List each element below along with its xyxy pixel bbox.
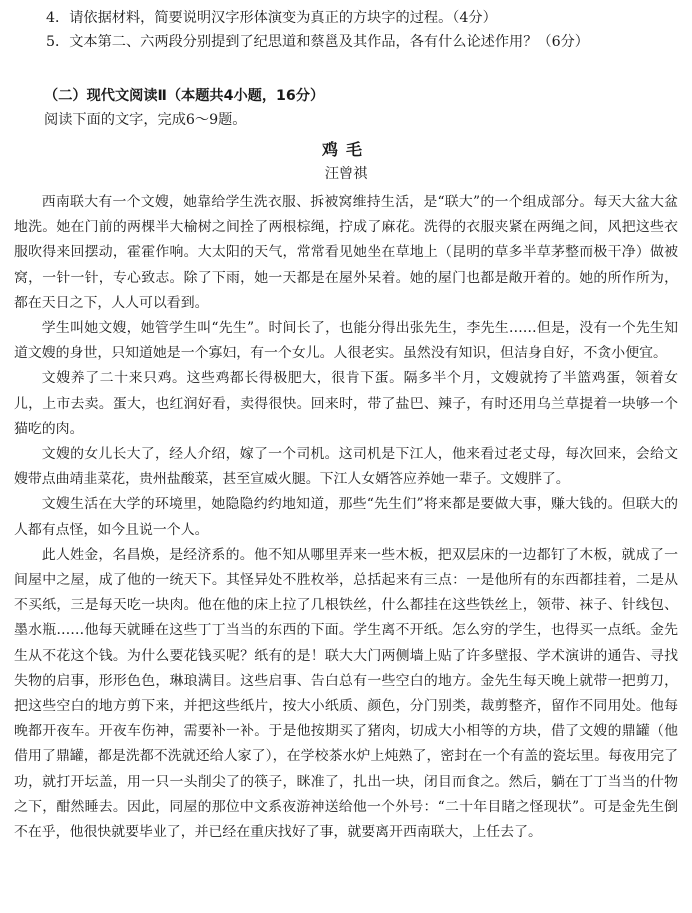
paragraph-6: 此人姓金，名昌焕，是经济系的。他不知从哪里弄来一些木板，把双层床的一边都钉了木板，就成了一间屋中之屋，成了他的一统天下。其怪异处不胜枚举，总括起来有三点：一是他所有的东西都挂着，二是从不买纸，三是每天吃一块肉。他在他的床上拉了几根铁丝，什么都挂在这些铁丝上，领带、袜子、针线包、墨水瓶……他每天就睡在这些丁丁当当的东西的下面。学生离不开纸。怎么穷的学生，也得买一点纸。金先生从不花这个钱。为什么要花钱买呢？纸有的是！联大大门两侧墙上贴了许多壁报、学术演讲的通告、寻找失物的启事，形形色色，琳琅满目。这些启事、告白总有一些空白的地方。金先生每天晚上就带一把剪刀，把这些空白的地方剪下来，并把这些纸片，按大小纸质、颜色，分门别类，裁剪整齐，留作不同用处。他每晚都开夜车。开夜车伤神，需要补一补。于是他按期买了猪肉，切成大小相等的方块，借了文嫂的鼎罐（他借用了鼎罐，都是洗都不洗就还给人家了），在学校茶水炉上炖熟了，密封在一个有盖的瓷坛里。每夜用完了功，就打开坛盖，用一只一头削尖了的筷子，眯准了，扎出一块，闭目而食之。然后，躺在丁丁当当的什物之下，酣然睡去。因此，同屋的那位中文系夜游神送给他一个外号：“二十年目睹之怪现状”。可是金先生倒不在乎，他很快就要毕业了，并已经在重庆找好了事，就要离开西南联大，上任去了。 (14, 546, 678, 841)
paragraph-4: 文嫂的女儿长大了，经人介绍，嫁了一个司机。这司机是下江人，他来看过老丈母，每次回来，会给文嫂带点曲靖韭菜花，贵州盐酸菜，甚至宣威火腿。下江人女婿答应养她一辈子。文嫂胖了。 (14, 446, 678, 488)
paragraph-2: 学生叫她文嫂，她管学生叫“先生”。时间长了，也能分得出张先生，李先生……但是，没有一个先生知道文嫂的身世，只知道她是一个寡妇，有一个女儿。人很老实。虽然没有知识，但洁身自好，不贪小便宜。 (14, 320, 678, 362)
paragraph-3: 文嫂养了二十来只鸡。这些鸡都长得极肥大，很肯下蛋。隔多半个月，文嫂就挎了半篮鸡蛋，领着女儿，上市去卖。蛋大，也红润好看，卖得很快。回来时，带了盐巴、辣子，有时还用乌兰草提着一块够一个猫吃的肉。 (14, 370, 678, 437)
paragraph-1: 西南联大有一个文嫂，她靠给学生洗衣服、拆被窝维持生活，是“联大”的一个组成部分。每天大盆大盆地洗。她在门前的两棵半大榆树之间拴了两根棕绳，拧成了麻花。洗得的衣服夹紧在两绳之间，风把这些衣服吹得来回摆动，霍霍作响。大太阳的天气，常常看见她坐在草地上（昆明的草多半草茅整而极干净）做被窝，一针一针，专心致志。除了下雨，她一天都是在屋外呆着。她的屋门也都是敞开着的。她的所作所为，都在天日之下，人人可以看到。 (14, 194, 678, 311)
section-title: （二）现代文阅读Ⅱ（本题共4小题，16分） (44, 88, 325, 104)
article-author: 汪曾祺 (324, 166, 368, 182)
article-body (14, 190, 678, 845)
article-title: 鸡毛 (321, 140, 370, 159)
question-5: 5．文本第二、六两段分别提到了纪思道和蔡邕及其作品，各有什么论述作用？（6分） (46, 34, 589, 50)
paragraph-5: 文嫂生活在大学的环境里，她隐隐约约地知道，那些“先生们”将来都是要做大事，赚大钱的。但联大的人都有点怪，如今且说一个人。 (14, 496, 678, 538)
question-4: 4．请依据材料，简要说明汉字形体演变为真正的方块字的过程。（4分） (46, 10, 497, 26)
section-instruction: 阅读下面的文字，完成6～9题。 (44, 112, 247, 128)
